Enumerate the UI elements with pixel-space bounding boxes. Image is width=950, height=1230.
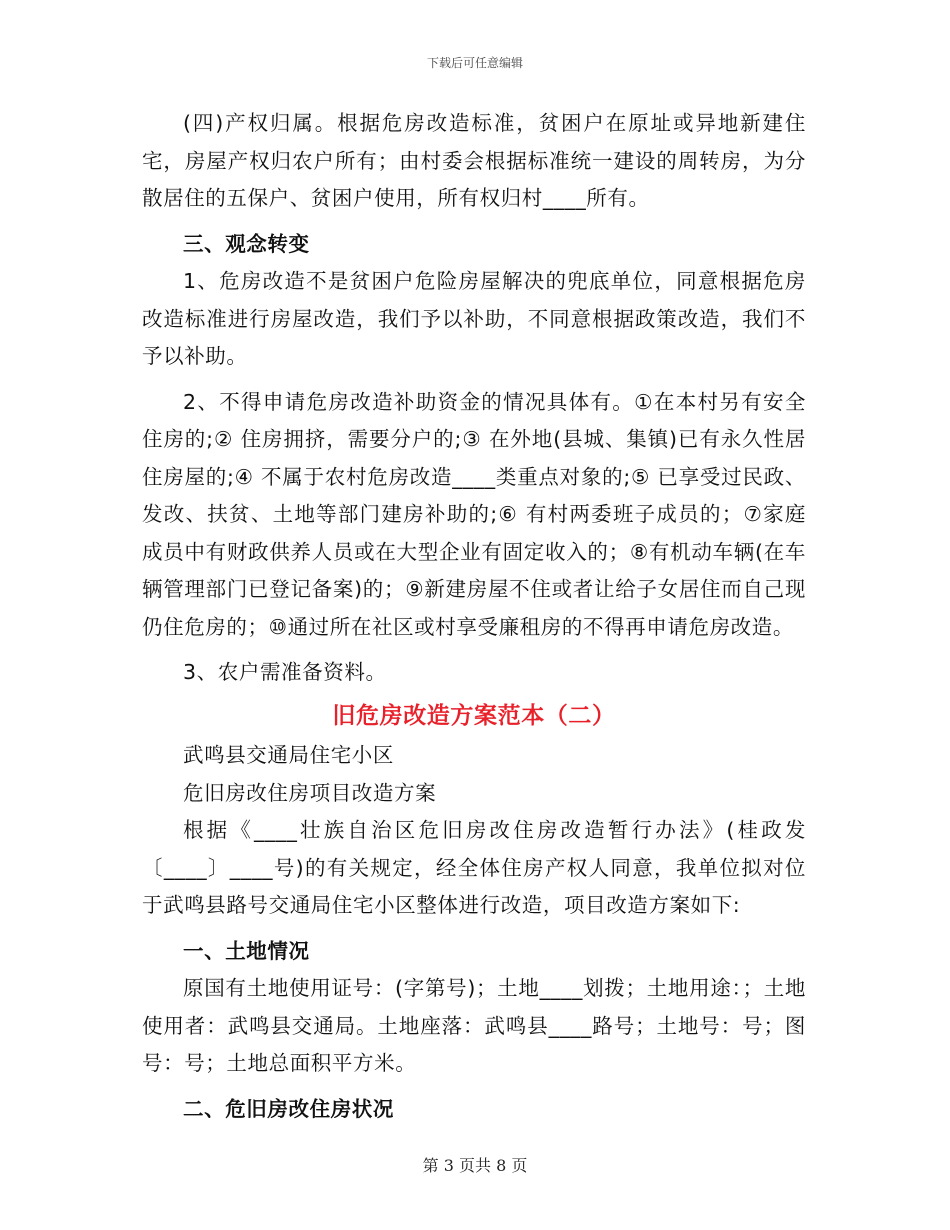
page-header: 下载后可任意编辑 — [426, 56, 523, 70]
paragraph-org-name: 武鸣县交通局住宅小区 — [183, 743, 394, 767]
document-body — [142, 105, 806, 1128]
heading-housing-status: 二、危旧房改住房状况 — [183, 1096, 394, 1121]
page-footer: 第 3 页共 8 页 — [422, 1156, 528, 1175]
paragraph-property-ownership: (四)产权归属。根据危房改造标准，贫困户在原址或异地新建住宅，房屋产权归农户所有；由村委会根据标准统一建设的周转房，为分散居住的五保户、贫困户使用，所有权归村____所有。 — [142, 111, 806, 210]
paragraph-plan-name: 危旧房改住房项目改造方案 — [183, 780, 437, 805]
paragraph-item-2: 2、不得申请危房改造补助资金的情况具体有。①在本村另有安全住房的;② 住房拥挤，需要分户的;③ 在外地(县城、集镇)已有永久性居住房屋的;④ 不属于农村危房改造____类重点对象的;⑤ 已享受过民政、发改、扶贫、土地等部门建房补助的;⑥ 有村两委班子成员的；⑦家庭成员中有财政供养人员或在大型企业有固定收入的；⑧有机动车辆(在车辆管理部门已登记备案)的；⑨新建房屋不住或者让给子女居住而自己现仍住危房的；⑩通过所在社区或村享受廉租房的不得再申请危房改造。 — [142, 389, 806, 639]
heading-land-info: 一、土地情况 — [183, 938, 310, 963]
heading-concept-change: 三、观念转变 — [183, 231, 310, 256]
paragraph-basis: 根据《____壮族自治区危旧房改住房改造暂行办法》(桂政发〔____〕____号)的有关规定，经全体住房产权人同意，我单位拟对位于武鸣县路号交通局住宅小区整体进行改造，项目改造方案如下: — [142, 818, 806, 917]
section-title: 旧危房改造方案范本（二） — [332, 702, 616, 729]
paragraph-item-1: 1、危房改造不是贫困户危险房屋解决的兜底单位，同意根据危房改造标准进行房屋改造，我们予以补助，不同意根据政策改造，我们不予以补助。 — [142, 269, 806, 368]
paragraph-item-3: 3、农户需准备资料。 — [183, 660, 387, 684]
paragraph-land-details: 原国有土地使用证号：(字第号)；土地____划拨；土地用途：；土地使用者：武鸣县交通局。土地座落：武鸣县____路号；土地号：号；图号：号；土地总面积平方米。 — [142, 976, 806, 1075]
